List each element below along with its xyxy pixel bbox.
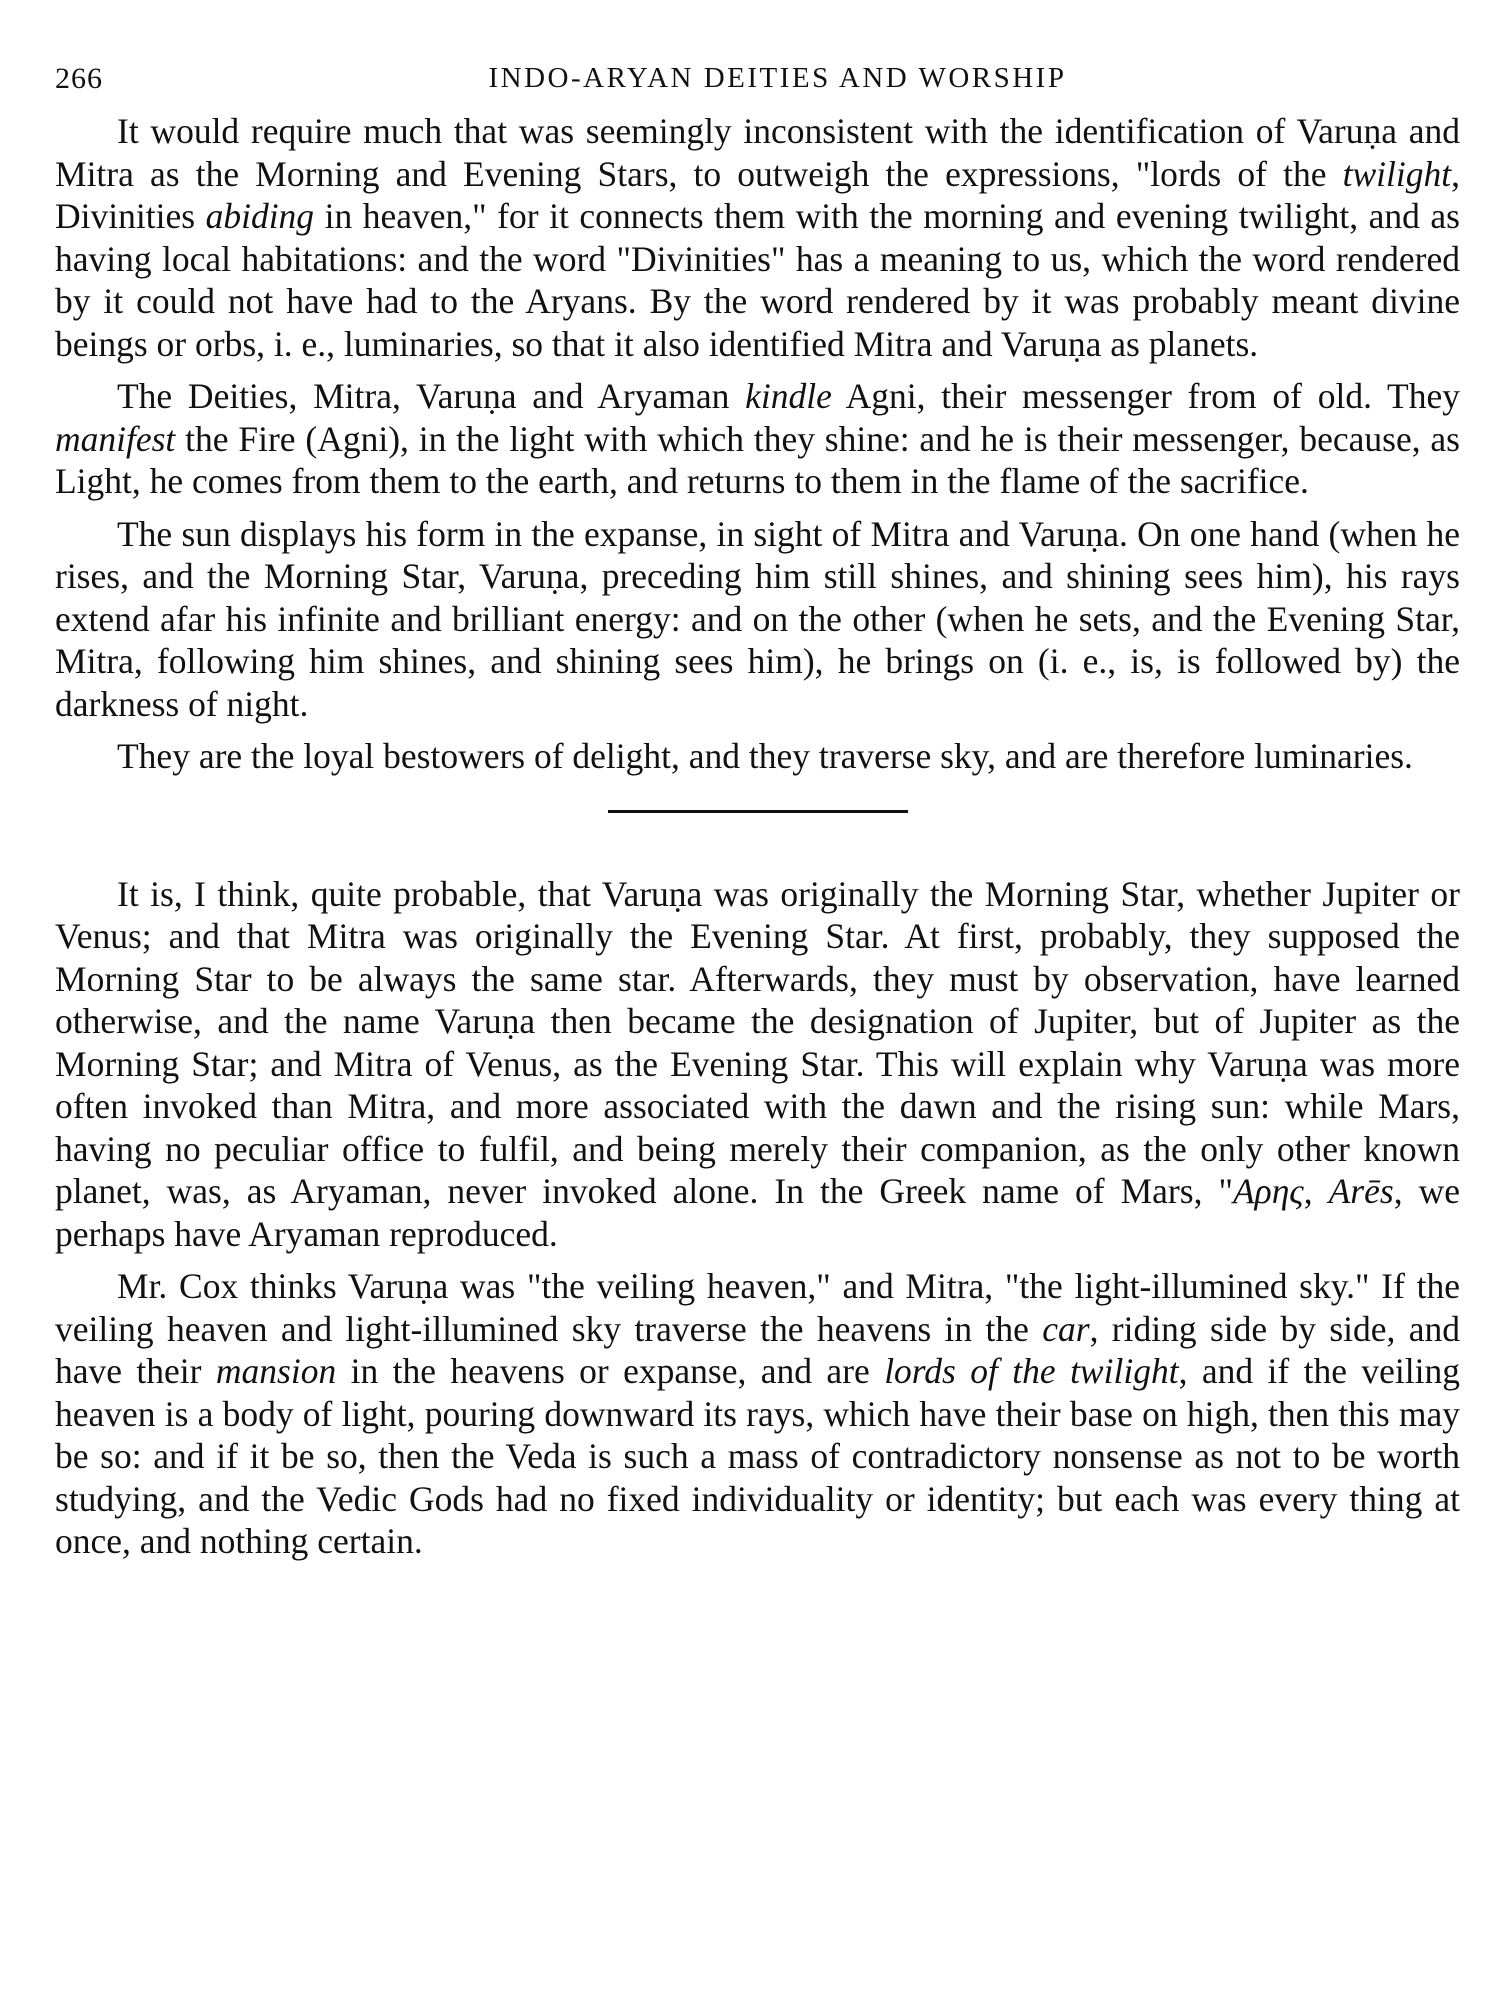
page-number: 266 bbox=[55, 62, 103, 95]
section-divider bbox=[608, 810, 908, 813]
section-one bbox=[55, 110, 1460, 778]
paragraph bbox=[55, 1265, 1460, 1563]
body-text bbox=[55, 110, 1460, 1563]
text-run: the Fire (Agni), in the light with which they shine: and he is their messenger, because, as Light, he comes from them to the earth, and returns to them in the flame of the sacrifice. bbox=[55, 418, 1460, 501]
running-title: INDO-ARYAN DEITIES AND WORSHIP bbox=[488, 62, 1067, 94]
text-run: Mr. Cox thinks Varuṇa was "the veiling heaven," and Mitra, "the light-illumined sky." If the veiling heaven and light-illumined sky traverse the heavens in the bbox=[55, 1266, 1460, 1349]
text-run: , riding side by side, and have their bbox=[55, 1308, 1460, 1391]
paragraph bbox=[55, 513, 1460, 726]
text-run: , Divinities bbox=[55, 153, 1460, 236]
text-run: They are the loyal bestowers of delight, and they traverse sky, and are therefore luminaries. bbox=[117, 736, 1413, 776]
paragraph bbox=[55, 735, 1460, 778]
italic-text: Arēs bbox=[1328, 1171, 1394, 1211]
text-run: Agni, their messenger from of old. They bbox=[831, 376, 1460, 416]
paragraph bbox=[55, 110, 1460, 365]
text-run: It is, I think, quite probable, that Varuṇa was originally the Morning Star, whether Jupiter or Venus; and that Mitra was originally the Evening Star. At first, probably, they supposed the Morning Star to be always the same star. Afterwards, they must by observation, have learned otherwise, and the name Varuṇa then became the designation of Jupiter, but of Jupiter as the Morning Star; and Mitra of Venus, as the Evening Star. This will explain why Varuṇa was more often invoked than Mitra, and more associated with the dawn and the rising sun: while Mars, having no peculiar office to fulfil, and being merely their companion, as the only other known planet, was, as Aryaman, never invoked alone. In the Greek name of Mars, " bbox=[55, 873, 1460, 1211]
paragraph bbox=[55, 873, 1460, 1256]
text-run: , bbox=[1303, 1171, 1329, 1211]
text-run: in the heavens or expanse, and are bbox=[336, 1351, 885, 1391]
text-run: , we perhaps have Aryaman reproduced. bbox=[55, 1171, 1460, 1254]
text-run: It would require much that was seemingly inconsistent with the identification of Varuṇa and Mitra as the Morning and Evening Stars, to outweigh the expressions, "lords of the bbox=[55, 111, 1460, 194]
italic-text: kindle bbox=[745, 376, 832, 416]
text-run: in heaven," for it connects them with the morning and evening twilight, and as having local habitations: and the word "Divinities" has a meaning to us, which the word rendered by it could not have had to the Aryans. By the word rendered by it was probably meant divine beings or orbs, i. e., luminaries, so that it also identified Mitra and Varuṇa as planets. bbox=[55, 196, 1460, 364]
page-header bbox=[55, 40, 1460, 110]
text-run: , and if the veiling heaven is a body of light, pouring downward its rays, which have their base on high, then this may be so: and if it be so, then the Veda is such a mass of contradictory nonsense as not to be worth studying, and the Vedic Gods had no fixed individuality or identity; but each was every thing at once, and nothing certain. bbox=[55, 1351, 1460, 1561]
italic-text: car bbox=[1042, 1308, 1090, 1349]
italic-text: abiding bbox=[205, 196, 315, 236]
book-page bbox=[55, 40, 1460, 1980]
paragraph bbox=[55, 375, 1460, 503]
text-run: The sun displays his form in the expanse, in sight of Mitra and Varuṇa. On one hand (when he rises, and the Morning Star, Varuṇa, preceding him still shines, and shining sees him), his rays extend afar his infinite and brilliant energy: and on the other (when he sets, and the Evening Star, Mitra, following him shines, and shining sees him), he brings on (i. e., is, is followed by) the darkness of night. bbox=[55, 513, 1460, 724]
italic-text: mansion bbox=[215, 1351, 337, 1391]
italic-text: lords of the twilight bbox=[884, 1351, 1179, 1391]
section-two bbox=[55, 873, 1460, 1563]
text-run: The Deities, Mitra, Varuṇa and Aryaman bbox=[117, 376, 746, 416]
italic-text: manifest bbox=[55, 418, 176, 459]
italic-text: Αρης bbox=[1232, 1171, 1304, 1211]
italic-text: twilight bbox=[1342, 153, 1452, 194]
